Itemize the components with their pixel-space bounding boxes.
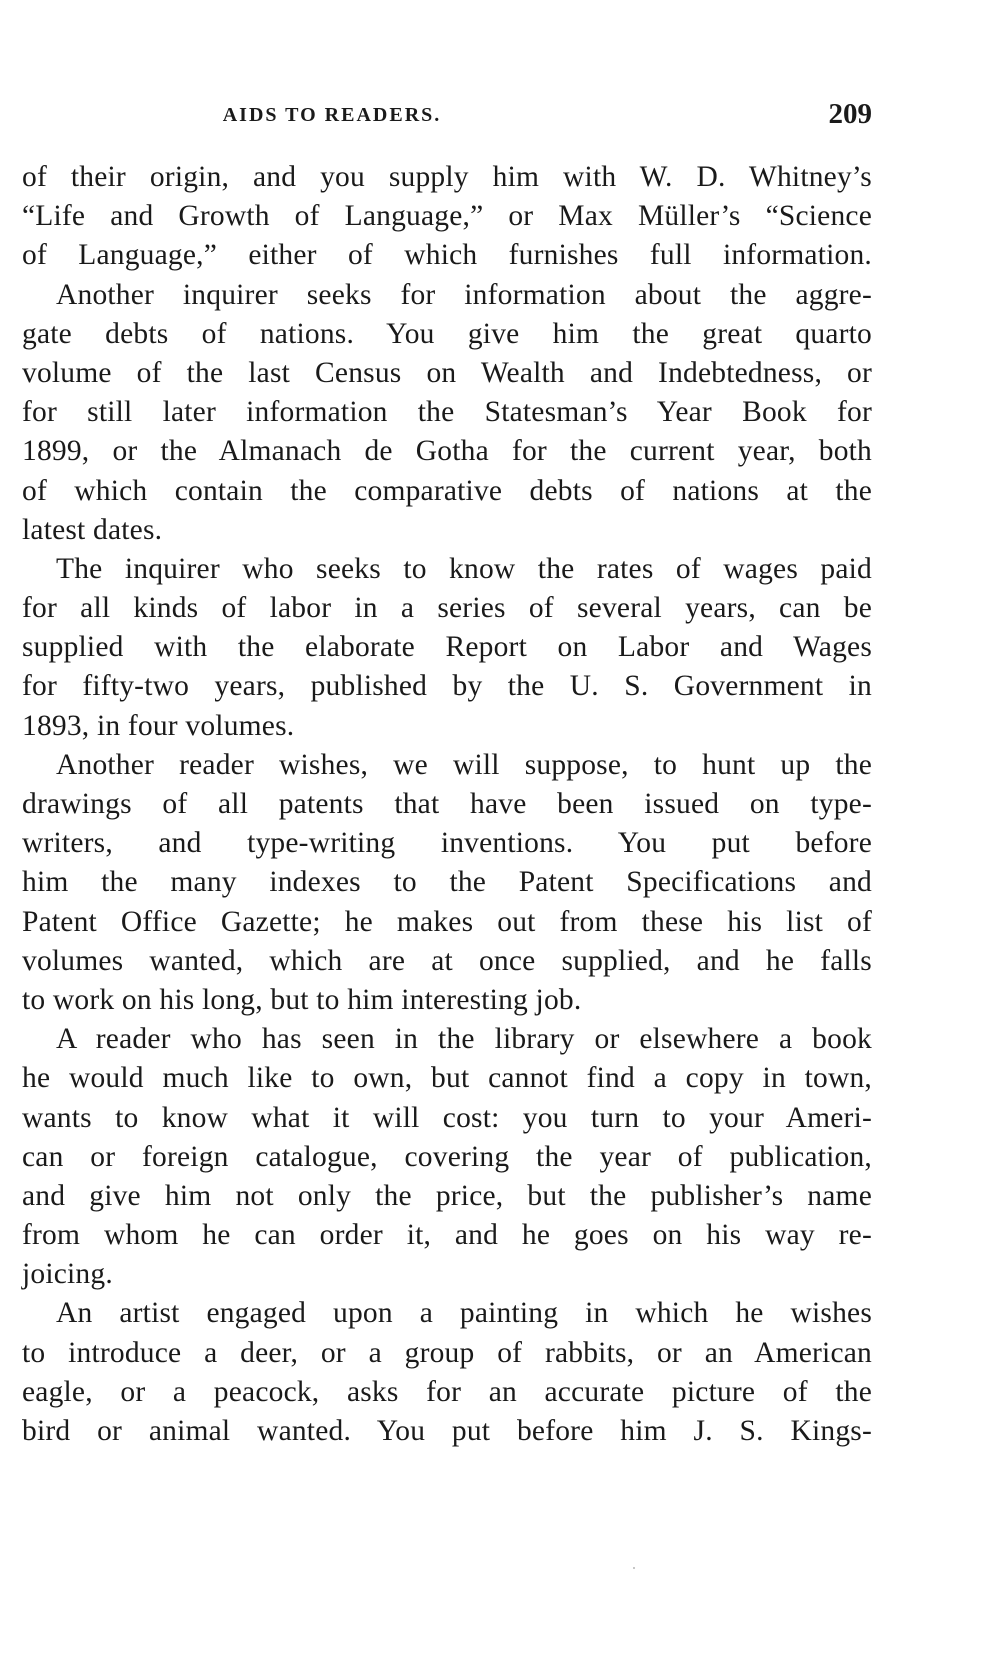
text-line: Patent Office Gazette; he makes out from these his list of bbox=[22, 905, 872, 938]
text-line: supplied with the elaborate Report on Labor and Wages bbox=[22, 631, 872, 664]
text-line: volume of the last Census on Wealth and Indebtedness, or bbox=[22, 356, 872, 389]
text-line: to introduce a deer, or a group of rabbits, or an American bbox=[22, 1336, 872, 1369]
paragraph-5 bbox=[22, 1020, 872, 1294]
text-line: bird or animal wanted. You put before him J. S. Kings- bbox=[22, 1415, 872, 1447]
text-line: “Life and Growth of Language,” or Max Müller’s “Science bbox=[22, 200, 872, 233]
text-line: him the many indexes to the Patent Specifications and bbox=[22, 866, 872, 899]
body-text bbox=[22, 158, 872, 1451]
text-line: of Language,” either of which furnishes full information. bbox=[22, 239, 872, 272]
text-line: The inquirer who seeks to know the rates of wages paid bbox=[56, 552, 872, 585]
text-line: drawings of all patents that have been issued on type- bbox=[22, 788, 872, 820]
text-line: from whom he can order it, and he goes on his way re- bbox=[22, 1219, 872, 1252]
text-line: eagle, or a peacock, asks for an accurate picture of the bbox=[22, 1375, 872, 1408]
text-line: latest dates. bbox=[22, 513, 163, 546]
text-line: A reader who has seen in the library or elsewhere a book bbox=[56, 1023, 872, 1056]
text-line: and give him not only the price, but the publisher’s name bbox=[22, 1179, 872, 1212]
running-title: AIDS TO READERS. bbox=[222, 104, 442, 126]
text-line: Another reader wishes, we will suppose, to hunt up the bbox=[56, 748, 872, 781]
paragraph-3 bbox=[22, 550, 872, 746]
page-number: 209 bbox=[828, 98, 872, 130]
text-line: An artist engaged upon a painting in which he wishes bbox=[56, 1297, 872, 1330]
text-line: for all kinds of labor in a series of several years, can be bbox=[22, 592, 872, 625]
text-line: wants to know what it will cost: you turn to your Ameri- bbox=[22, 1101, 872, 1134]
paragraph-4 bbox=[22, 746, 872, 1020]
paragraph-1 bbox=[22, 158, 872, 276]
text-line: writers, and type-writing inventions. You put before bbox=[22, 827, 872, 860]
text-line: he would much like to own, but cannot find a copy in town, bbox=[22, 1062, 872, 1095]
text-line: volumes wanted, which are at once supplied, and he falls bbox=[22, 944, 872, 977]
paragraph-2 bbox=[22, 276, 872, 550]
text-line: for still later information the Statesman’s Year Book for bbox=[22, 396, 872, 429]
text-line: 1893, in four volumes. bbox=[22, 709, 295, 742]
text-line: gate debts of nations. You give him the great quarto bbox=[22, 317, 872, 350]
paragraph-6 bbox=[22, 1294, 872, 1451]
text-line: Another inquirer seeks for information about the aggre- bbox=[56, 278, 872, 311]
text-line: of which contain the comparative debts of nations at the bbox=[22, 474, 872, 507]
running-head bbox=[22, 98, 872, 138]
text-line: 1899, or the Almanach de Gotha for the current year, both bbox=[22, 435, 872, 468]
text-line: for fifty-two years, published by the U. S. Government in bbox=[22, 670, 872, 703]
text-line: can or foreign catalogue, covering the year of publication, bbox=[22, 1140, 872, 1173]
text-line: of their origin, and you supply him with W. D. Whitney’s bbox=[22, 161, 872, 193]
text-line: to work on his long, but to him interesting job. bbox=[22, 983, 582, 1016]
paper-speck bbox=[633, 1567, 635, 1569]
text-line: joicing. bbox=[22, 1258, 113, 1291]
